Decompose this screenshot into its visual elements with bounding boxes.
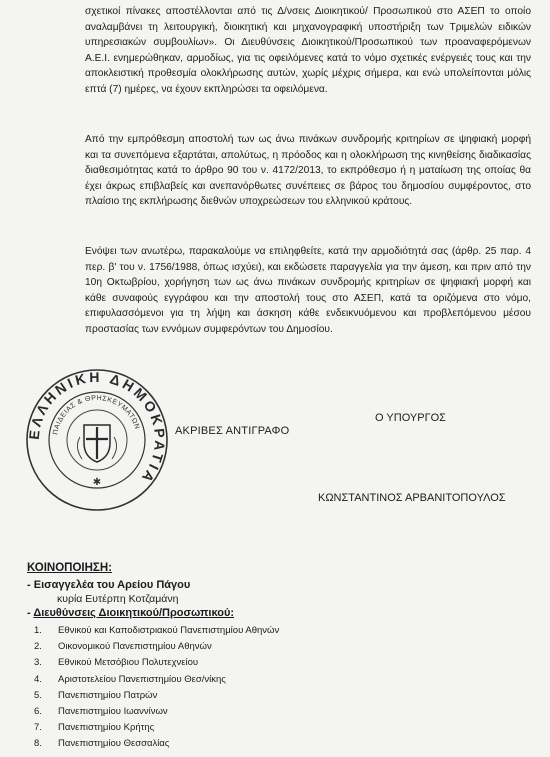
list-item-number: 4.	[34, 673, 42, 685]
prosecutor-label: Εισαγγελέα του Αρείου Πάγου	[33, 579, 191, 591]
notification-section	[27, 562, 527, 753]
body-paragraph-2	[85, 132, 531, 210]
list-item-label: Εθνικού και Καποδιστριακού Πανεπιστημίου Αθηνών	[58, 625, 280, 636]
list-item-number: 1.	[34, 625, 42, 636]
university-list	[27, 623, 527, 753]
list-item	[27, 720, 527, 736]
body-paragraph-3	[85, 244, 531, 337]
list-item-label: Εθνικού Μετσόβιου Πολυτεχνείου	[58, 657, 199, 669]
coat-of-arms-icon	[77, 425, 116, 462]
seal-inner-text: ΠΑΙΔΕΙΑΣ & ΘΡΗΣΚΕΥΜΑΤΩΝ	[52, 394, 141, 436]
list-item-label: Πανεπιστημίου Πατρών	[58, 689, 158, 701]
minister-title: Ο ΥΠΟΥΡΓΟΣ	[375, 412, 446, 424]
bullet-marker: -	[27, 607, 34, 619]
list-item	[27, 623, 527, 639]
list-item-number: 3.	[34, 657, 42, 669]
list-item	[27, 704, 527, 720]
list-item	[27, 688, 527, 704]
list-item-label: Πανεπιστημίου Κρήτης	[58, 722, 155, 734]
ministry-seal	[22, 365, 172, 515]
minister-name: ΚΩΝΣΤΑΝΤΙΝΟΣ ΑΡΒΑΝΙΤΟΠΟΥΛΟΣ	[318, 492, 506, 504]
prosecutor-name: κυρία Ευτέρπη Κοτζαμάνη	[57, 593, 179, 605]
certified-copy-stamp: ΑΚΡΙΒΕΣ ΑΝΤΙΓΡΑΦΟ	[175, 425, 290, 437]
prosecutor-recipient	[27, 578, 527, 592]
bullet-marker: -	[27, 579, 34, 591]
paragraph-3-text: Ενόψει των ανωτέρω, παρακαλούμε να επιληφθείτε, κατά την αρμοδιότητά σας (άρθρ. 25 παρ. 4 περ. β' του ν. 1756/1988, όπως ισχύει), και εκδώσετε παραγγελία για την άμεση, και πριν από την 10η Οκτωβρίου, χορήγηση των ως άνω πινάκων συνδρομής κριτηρίων σε ψηφιακή μορφή και κάθε συναφούς εγγράφου και την αποστολή τους στο ΑΣΕΠ, κατά τα οριζόμενα στο νόμο, επιφυλασσόμενοι για τη λήψη και άσκηση κάθε ενδεικνυόμενου και προβλεπόμενου μέσου προστασίας των εννόμων συμφερόντων του Δημοσίου.	[85, 246, 531, 335]
seal-outer-text: ΕΛΛΗΝΙΚΗ ΔΗΜΟΚΡΑΤΙΑ	[25, 368, 169, 488]
list-item-label: Πανεπιστημίου Θεσσαλίας	[58, 738, 170, 750]
list-item-label: Αριστοτελείου Πανεπιστημίου Θεσ/νίκης	[58, 673, 226, 685]
list-item-number: 5.	[34, 689, 42, 701]
list-item	[27, 655, 527, 671]
list-item-label: Πανεπιστημίου Ιωαννίνων	[58, 706, 168, 718]
paragraph-1-text: σχετικοί πίνακες αποστέλλονται από τις Δ/νσεις Διοικητικού/ Προσωπικού στο ΑΣΕΠ το οποίο αναλαμβάνει τη λειτουργική, διοικητική και μηχανογραφική υποστήριξη των Τριμελών ειδικών υπηρεσιακών συμβουλίων». Οι Διευθύνσεις Διοικητικού/Προσωπικού των προαναφερόμενων Α.Ε.Ι. ενημερώθηκαν, αρμοδίως, για τις οφειλόμενες κατά το νόμο σχετικές ενέργειές τους και την αποκλειστική προθεσμία ολοκλήρωσης αυτών, χωρίς μέχρις σήμερα, και ενώ υπολείπονται μόλις επτά (7) ημέρες, να έχουν εκπληρώσει τα οφειλόμενα.	[85, 6, 531, 95]
directorates-recipient	[27, 606, 527, 620]
list-item-number: 7.	[34, 722, 42, 734]
list-item	[27, 672, 527, 688]
list-item	[27, 736, 527, 752]
list-item-number: 2.	[34, 641, 42, 653]
paragraph-2-text: Από την εμπρόθεσμη αποστολή των ως άνω πινάκων συνδρομής κριτηρίων σε ψηφιακή μορφή και τα συνεπόμενα εξαρτάται, απολύτως, η πρόοδος και η ολοκλήρωση της κινηθείσης διαδικασίας διαθεσιμότητας κατά το άρθρο 90 του ν. 4172/2013, το εκπρόθεσμο ή η ματαίωση της οποίας θα έχει άκρως επιβλαβείς και ανεπανόρθωτες συνέπειες σε βάρος του δημοσίου συμφέροντος, στο πλαίσιο της εκπλήρωσης διεθνών υποχρεώσεων του ελληνικού κράτους.	[85, 134, 531, 207]
body-paragraph-1	[85, 4, 531, 97]
list-item-label: Οικονομικού Πανεπιστημίου Αθηνών	[58, 641, 212, 653]
list-item-number: 8.	[34, 738, 42, 750]
list-item	[27, 639, 527, 655]
directorates-label: Διευθύνσεις Διοικητικού/Προσωπικού:	[33, 607, 235, 619]
list-item-number: 6.	[34, 706, 42, 718]
seal-star-icon: ✱	[92, 477, 102, 488]
notification-title: ΚΟΙΝΟΠΟΙΗΣΗ:	[27, 562, 112, 574]
